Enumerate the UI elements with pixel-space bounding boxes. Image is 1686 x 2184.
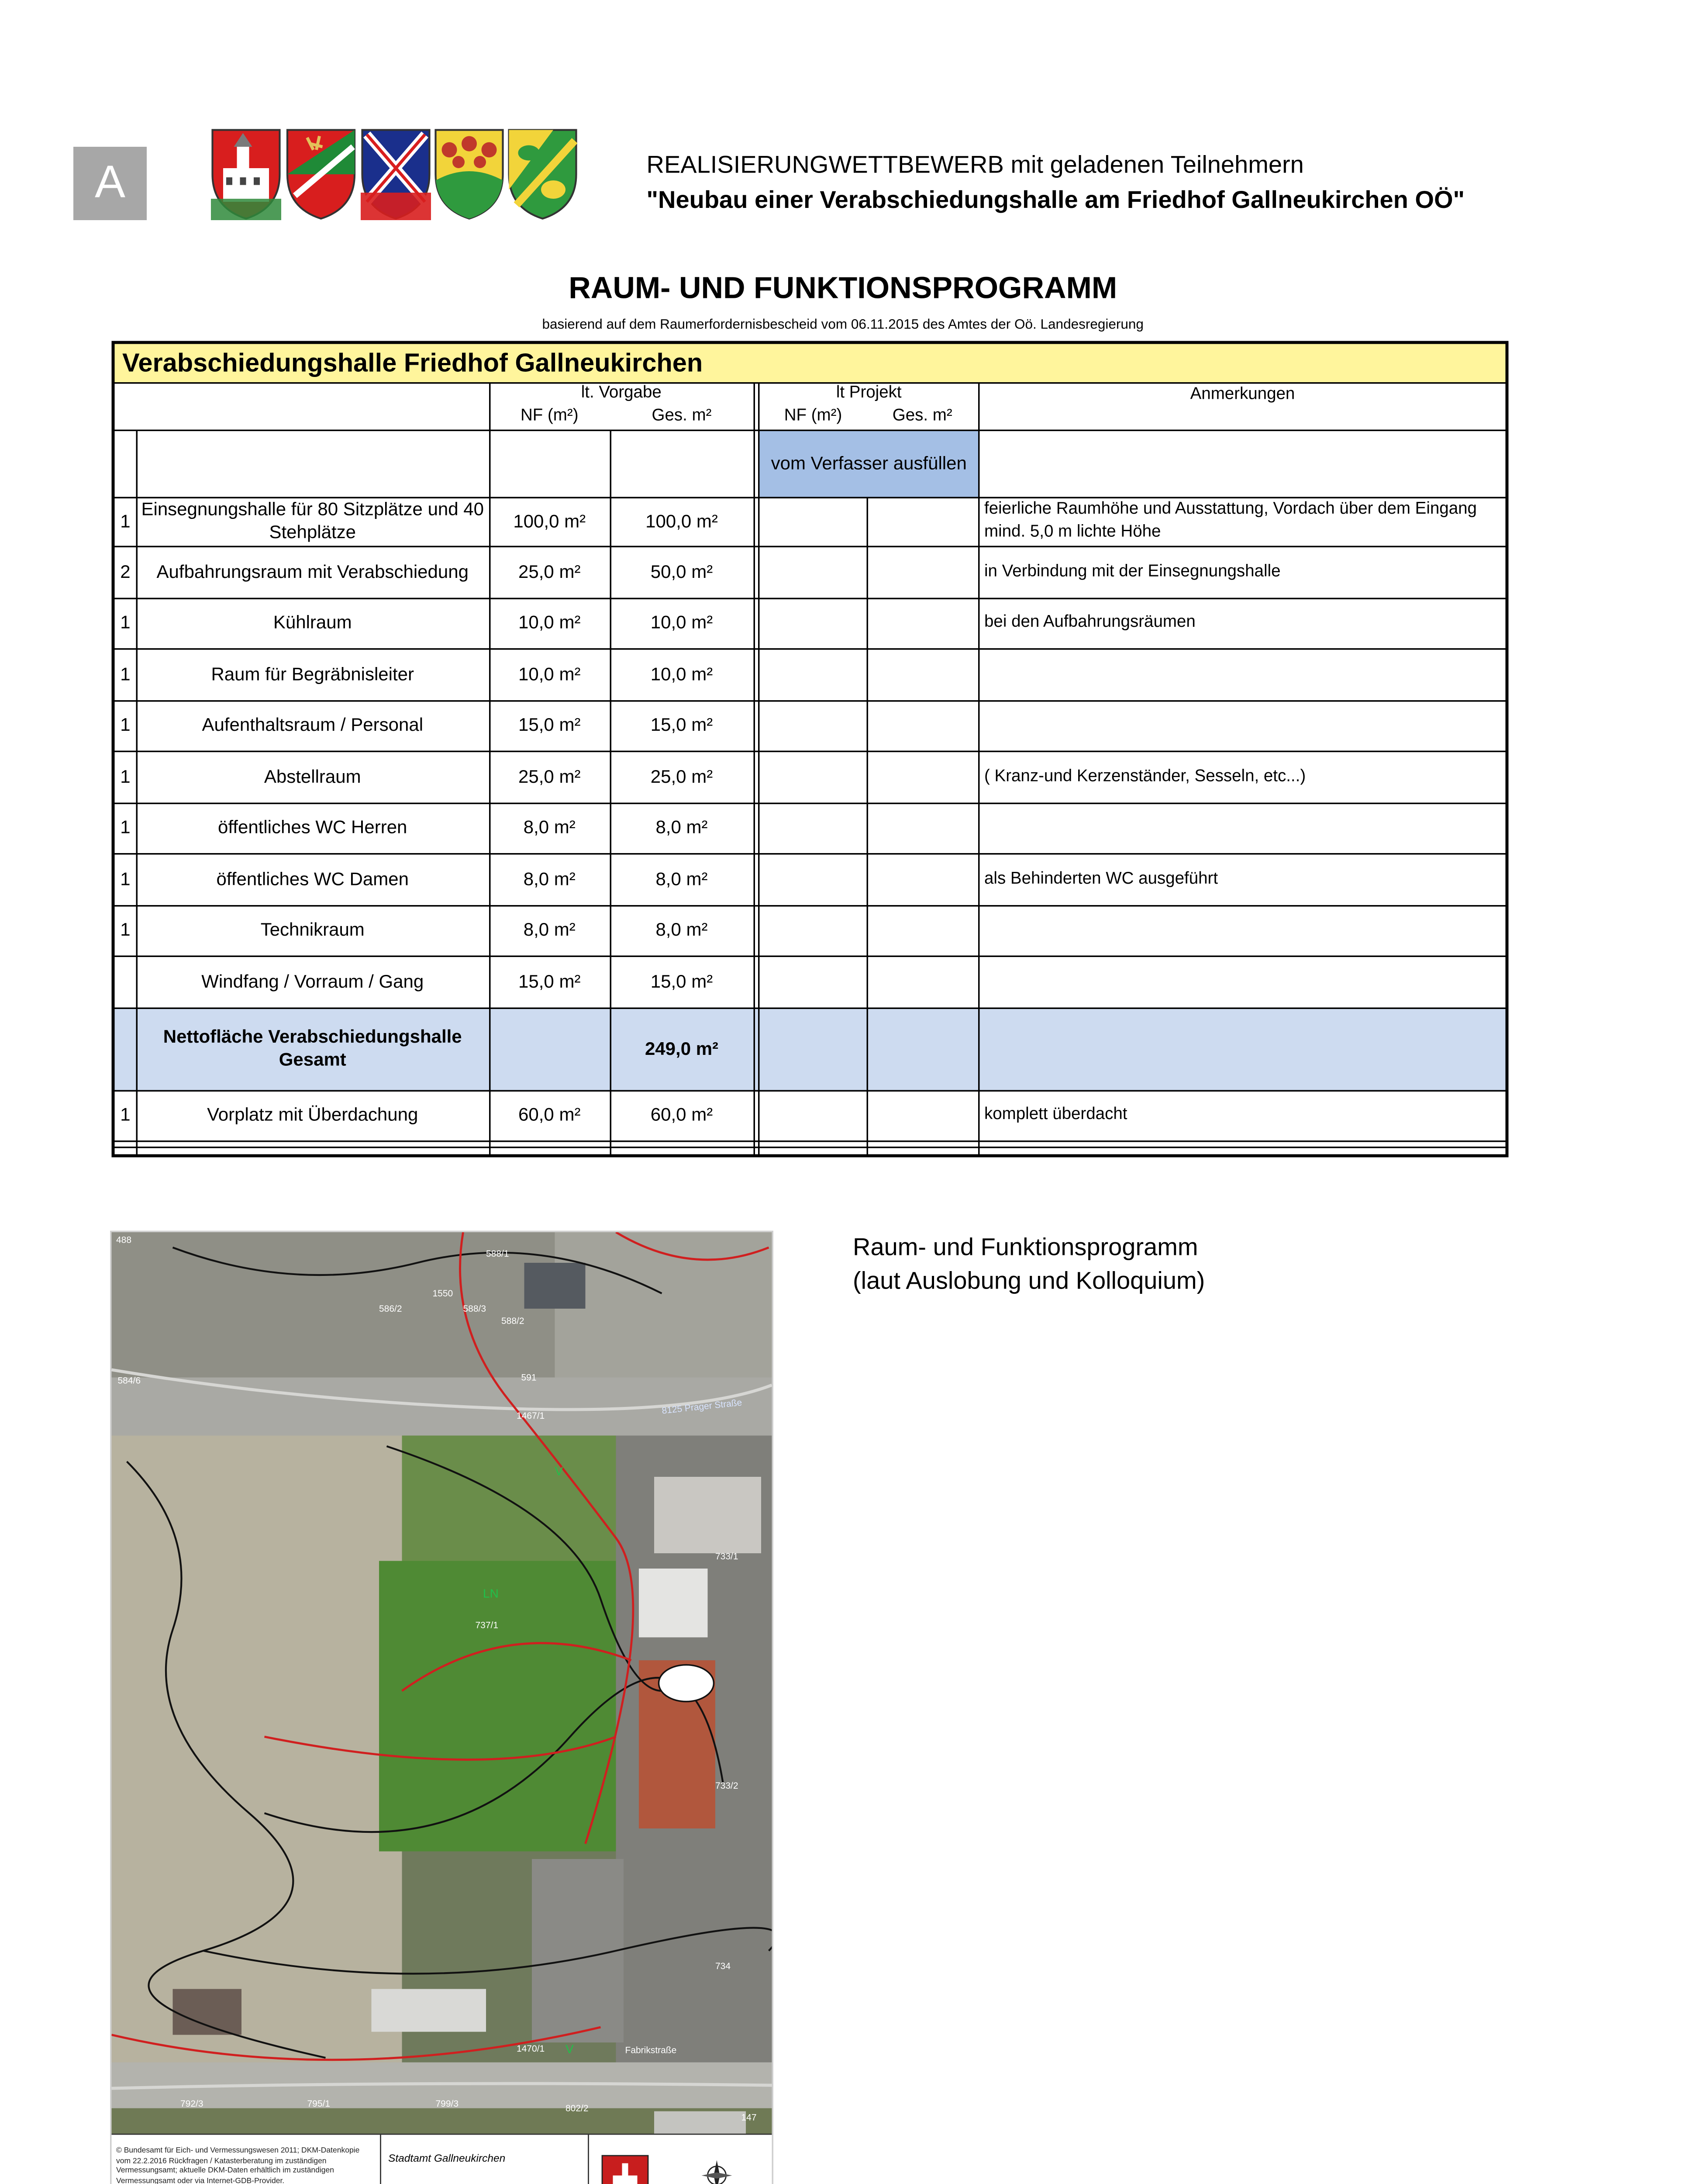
- table-heading: Verabschiedungshalle Friedhof Gallneukirchen: [122, 349, 703, 378]
- total-value: 249,0 m²: [645, 1037, 719, 1059]
- aerial-photo: [112, 1232, 772, 2184]
- row-note: [980, 905, 1506, 956]
- vorgabe-ges-header: Ges. m²: [652, 407, 712, 425]
- row-qty: 2: [120, 560, 131, 582]
- row-note: ( Kranz-und Kerzenständer, Sesseln, etc...): [984, 767, 1306, 785]
- row-qty: 1: [120, 714, 131, 736]
- row-ges: 15,0 m²: [650, 970, 713, 992]
- project-title: "Neubau einer Verabschiedungshalle am Friedhof Gallneukirchen OÖ": [646, 188, 1465, 214]
- page-title: RAUM- UND FUNKTIONSPROGRAMM: [569, 272, 1117, 306]
- row-room-name: öffentliches WC Herren: [218, 816, 407, 838]
- verfasser-note: vom Verfasser ausfüllen: [771, 453, 967, 474]
- anmerkungen-header: Anmerkungen: [1190, 384, 1295, 403]
- row-room-name: Einsegnungshalle für 80 Sitzplätze und 40 Stehplätze: [141, 498, 484, 543]
- row-nf: 8,0 m²: [523, 919, 576, 940]
- row-nf: 8,0 m²: [523, 816, 576, 838]
- leaves-crest-icon: [507, 128, 578, 220]
- row-room-name: Aufbahrungsraum mit Verabschiedung: [156, 560, 469, 582]
- deer-crest-icon: [286, 128, 356, 220]
- parcel-label: 802/2: [565, 2105, 589, 2115]
- parcel-label: 488: [116, 1237, 132, 1246]
- row-qty: 1: [120, 663, 131, 684]
- north-arrow-icon: [700, 2159, 734, 2184]
- row-qty: 1: [120, 510, 131, 532]
- row-ges: 8,0 m²: [655, 919, 708, 940]
- row-qty: 1: [120, 867, 131, 889]
- row-room-name: Kühlraum: [273, 612, 352, 633]
- vorgabe-header: lt. Vorgabe: [581, 383, 662, 401]
- map-copyright: © Bundesamt für Eich- und Vermessungswesen 2011; DKM-Datenkopie vom 22.2.2016 Rückfragen / Katasterberatung im zuständigen Vermessungsamt; aktuelle DKM-Daten erhältlich im zuständigen Vermessungsamt oder via Internet-GDB-Provider.: [116, 2146, 360, 2184]
- row-qty: 1: [120, 816, 131, 838]
- parcel-label: 591: [521, 1374, 537, 1384]
- parcel-label: 584/6: [117, 1377, 141, 1387]
- parcel-label: 147: [741, 2114, 757, 2124]
- town-seal-icon: [601, 2154, 650, 2184]
- parcel-label: 734: [715, 1963, 731, 1972]
- parcel-label: 737/1: [475, 1622, 499, 1631]
- row-qty: 1: [120, 765, 131, 787]
- parcel-label: 792/3: [180, 2101, 203, 2110]
- row-note: als Behinderten WC ausgeführt: [984, 869, 1218, 888]
- row-nf: 15,0 m²: [518, 970, 581, 992]
- row-nf: 10,0 m²: [518, 612, 581, 633]
- parcel-label: 588/3: [463, 1306, 486, 1315]
- room-program-table: [112, 341, 1509, 1158]
- row-note: [980, 803, 1506, 854]
- zone-label: V: [555, 1465, 563, 1479]
- row-room-name: Windfang / Vorraum / Gang: [201, 970, 424, 992]
- parcel-label: 1550: [432, 1290, 453, 1299]
- row-room-name: Aufenthaltsraum / Personal: [202, 714, 424, 736]
- row-note: [980, 648, 1506, 700]
- row-room-name: Raum für Begräbnisleiter: [211, 663, 414, 684]
- row-qty: 1: [120, 612, 131, 633]
- row-ges: 25,0 m²: [650, 765, 713, 787]
- parcel-label: 586/2: [379, 1306, 402, 1315]
- row-ges: 10,0 m²: [650, 612, 713, 633]
- section-badge: A: [73, 147, 147, 220]
- row-room-name: Technikraum: [260, 919, 365, 940]
- row-ges: 50,0 m²: [650, 560, 713, 582]
- row-ges: 60,0 m²: [650, 1104, 713, 1125]
- row-note: bei den Aufbahrungsräumen: [984, 613, 1196, 632]
- program-caption: Raum- und Funktionsprogramm (laut Auslobung und Kolloquium): [853, 1235, 1205, 1295]
- row-note: [980, 700, 1506, 751]
- zone-label: V: [565, 2042, 574, 2056]
- parcel-label: 588/2: [501, 1318, 524, 1327]
- competition-title: REALISIERUNGWETTBEWERB mit geladenen Teilnehmern: [646, 153, 1304, 179]
- site-plan-map: [110, 1231, 773, 2184]
- page-subtitle: basierend auf dem Raumerfordernisbescheid vom 06.11.2015 des Amtes der Oö. Landesregierung: [542, 316, 1144, 332]
- row-nf: 15,0 m²: [518, 714, 581, 736]
- row-qty: 1: [120, 919, 131, 940]
- row-room-name: öffentliches WC Damen: [216, 867, 409, 889]
- town-crest-icon: [211, 128, 281, 220]
- parcel-label: 1470/1: [517, 2046, 545, 2055]
- total-label: Nettofläche Verabschiedungshalle Gesamt: [163, 1026, 462, 1070]
- parcel-label: 799/3: [435, 2101, 459, 2110]
- row-nf: 25,0 m²: [518, 560, 581, 582]
- flowers-crest-icon: [434, 128, 504, 220]
- crossed-axes-crest-icon: [361, 128, 431, 220]
- projekt-nf-header: NF (m²): [784, 407, 842, 425]
- row-nf: 8,0 m²: [523, 867, 576, 889]
- row-ges: 10,0 m²: [650, 663, 713, 684]
- row-nf: 25,0 m²: [518, 765, 581, 787]
- row-note: feierliche Raumhöhe und Ausstattung, Vordach über dem Eingang mind. 5,0 m lichte Höhe: [984, 500, 1477, 541]
- street-label: Fabrikstraße: [625, 2047, 677, 2056]
- parcel-label: 795/1: [307, 2101, 331, 2110]
- row-ges: 100,0 m²: [645, 510, 718, 532]
- row-ges: 15,0 m²: [650, 714, 713, 736]
- row-note: [980, 956, 1506, 1008]
- row-ges: 8,0 m²: [655, 867, 708, 889]
- projekt-header: lt Projekt: [836, 383, 902, 401]
- parcel-label: 1467/1: [517, 1413, 545, 1422]
- vorgabe-nf-header: NF (m²): [520, 407, 579, 425]
- parcel-label: 588/1: [486, 1251, 509, 1260]
- map-office: Stadtamt Gallneukirchen: [388, 2154, 506, 2165]
- row-nf: 60,0 m²: [518, 1104, 581, 1125]
- row-qty: 1: [120, 1104, 131, 1125]
- street-label: 8125 Prager Straße: [661, 1399, 743, 1417]
- row-note: in Verbindung mit der Einsegnungshalle: [984, 562, 1281, 581]
- parcel-label: 733/1: [715, 1553, 738, 1562]
- parcel-label: 733/2: [715, 1783, 738, 1792]
- row-nf: 100,0 m²: [513, 510, 586, 532]
- row-note: komplett überdacht: [984, 1105, 1127, 1124]
- row-room-name: Abstellraum: [264, 765, 361, 787]
- row-qty: [115, 956, 136, 1008]
- zone-label: LN: [483, 1587, 499, 1601]
- row-ges: 8,0 m²: [655, 816, 708, 838]
- projekt-ges-header: Ges. m²: [892, 407, 952, 425]
- row-room-name: Vorplatz mit Überdachung: [207, 1104, 418, 1125]
- row-nf: 10,0 m²: [518, 663, 581, 684]
